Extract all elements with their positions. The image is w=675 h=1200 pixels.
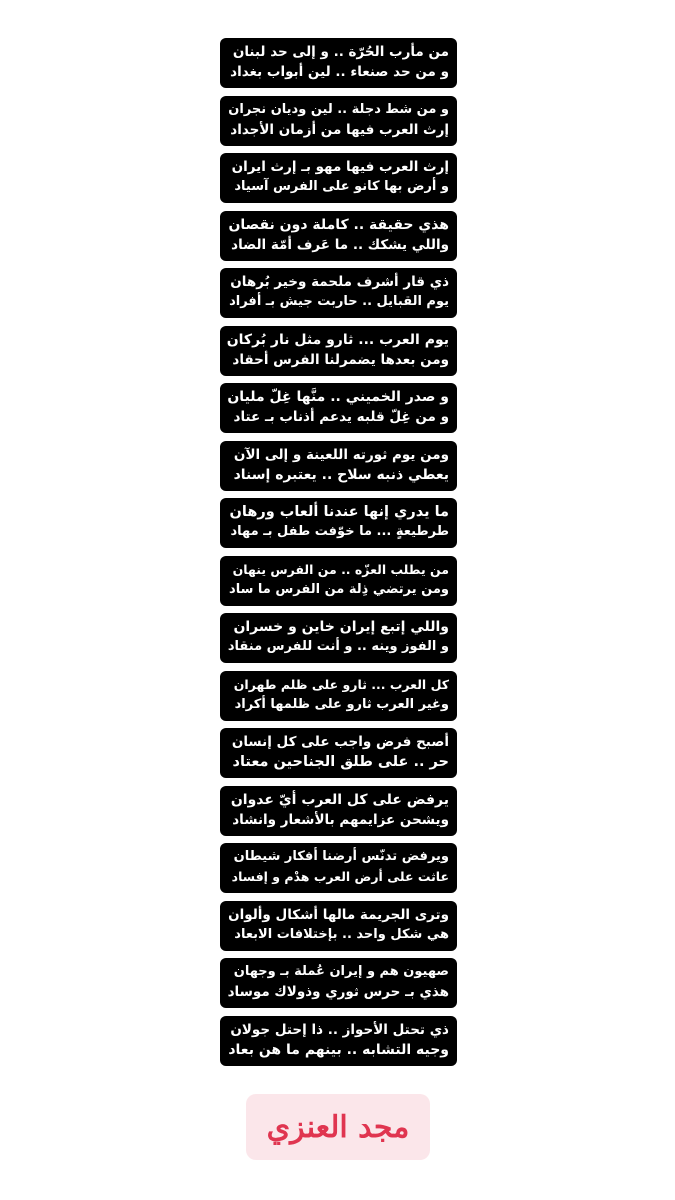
stanza-2 <box>220 96 457 146</box>
verse-line: حر .. على طلق الجناحين معتاد <box>232 754 449 770</box>
verse-line: واللي يشكك .. ما عَرف أمّة الضاد <box>231 236 449 253</box>
verse-line: ذي تحتل الأحواز .. ذا إحتل جولان <box>230 1021 449 1038</box>
verse-line: و من شط دجلة .. لين وديان نجران <box>228 101 449 117</box>
stanza-11 <box>220 613 457 663</box>
verse-line: و الفوز وينه .. و أنت للفرس منقاد <box>227 639 449 654</box>
stanza-4 <box>220 211 457 261</box>
verse-line: ومن يرتضي ذِلة من الفرس ما ساد <box>229 581 449 597</box>
author-signature: مجد العنزي <box>246 1094 430 1160</box>
stanza-15 <box>220 843 457 893</box>
stanza-6 <box>220 326 457 376</box>
verse-line: و أرض بها كانو على الفرس آسياد <box>234 179 449 194</box>
verse-line: وترى الجريمة مالها أشكال وألوان <box>228 906 449 923</box>
verse-line: ويشحن عزايمهم بالأشعار وانشاد <box>232 811 449 828</box>
verse-line: هذي حقيقة .. كاملة دون نقصان <box>228 216 449 233</box>
stanza-16 <box>220 901 457 951</box>
stanza-17 <box>220 958 457 1008</box>
verse-line: يرفض على كل العرب أيّ عدوان <box>230 791 449 808</box>
verse-line: ومن يوم ثورته اللعينة و إلى الآن <box>233 446 449 463</box>
verse-line: ويرفض تدنّس أرضنا أفكار شيطان <box>233 849 449 864</box>
stanza-10 <box>220 556 457 606</box>
stanza-9 <box>220 498 457 548</box>
stanza-18 <box>220 1016 457 1066</box>
verse-line: و صدر الخميني .. منَّها غِلّ مليان <box>227 389 449 405</box>
stanza-8 <box>220 441 457 491</box>
stanza-12 <box>220 671 457 721</box>
stanza-1 <box>220 38 457 88</box>
verse-line: واللي إتبع إيران خاين و خسران <box>233 619 449 635</box>
stanza-5 <box>220 268 457 318</box>
verse-line: ذي قار أشرف ملحمة وخير بُرهان <box>230 274 449 290</box>
verse-line: هذي بـ حرس ثوري وذولاك موساد <box>227 984 449 1000</box>
stanza-14 <box>220 786 457 836</box>
verse-line: ما يدري إنها عندنا ألعاب ورهان <box>229 504 449 520</box>
stanza-13 <box>220 728 457 778</box>
verse-line: من يطلب العزّه .. من الفرس ينهان <box>232 561 449 577</box>
verse-line: عاثت على أرض العرب هدْم و إفساد <box>231 869 449 884</box>
verse-line: إرث العرب فيها من أزمان الأجداد <box>230 121 449 138</box>
verse-line: يعطي ذنبه سلاح .. يعتبره إسناد <box>233 466 449 483</box>
verse-line: وغير العرب ثارو على ظلمها أكراد <box>234 696 449 712</box>
verse-line: من مأرب الحُرّة .. و إلى حد لبنان <box>232 44 449 60</box>
verse-line: يوم العرب ... ثارو مثل نار بُركان <box>226 331 449 348</box>
verse-line: و من غِلّ قلبه يدعم أذناب بـ عتاد <box>233 409 449 425</box>
verse-line: و من حد صنعاء .. لين أبواب بغداد <box>230 64 449 80</box>
verse-line: هي شكل واحد .. بإختلافات الابعاد <box>234 926 449 942</box>
verse-line: كل العرب ... ثارو على ظلم طهران <box>233 676 449 692</box>
verse-line: يوم القبايل .. حاربت جيش بـ أفراد <box>229 294 449 309</box>
stanza-3 <box>220 153 457 203</box>
stanza-7 <box>220 383 457 433</box>
verse-line: وجيه التشابه .. بينهم ما هن بعاد <box>228 1041 449 1058</box>
verse-line: صهيون هم و إيران عُملة بـ وجهان <box>233 964 449 979</box>
verse-line: طرطيعةٍ ... ما خوّفت طفل بـ مهاد <box>230 524 449 539</box>
poem-stanza-list <box>220 38 457 1073</box>
verse-line: ومن بعدها يضمرلنا الفرس أحقاد <box>232 351 449 368</box>
verse-line: أصبح فرض واجب على كل إنسان <box>231 734 449 750</box>
verse-line: إرث العرب فيها مهو بـ إرث ايران <box>231 159 449 175</box>
